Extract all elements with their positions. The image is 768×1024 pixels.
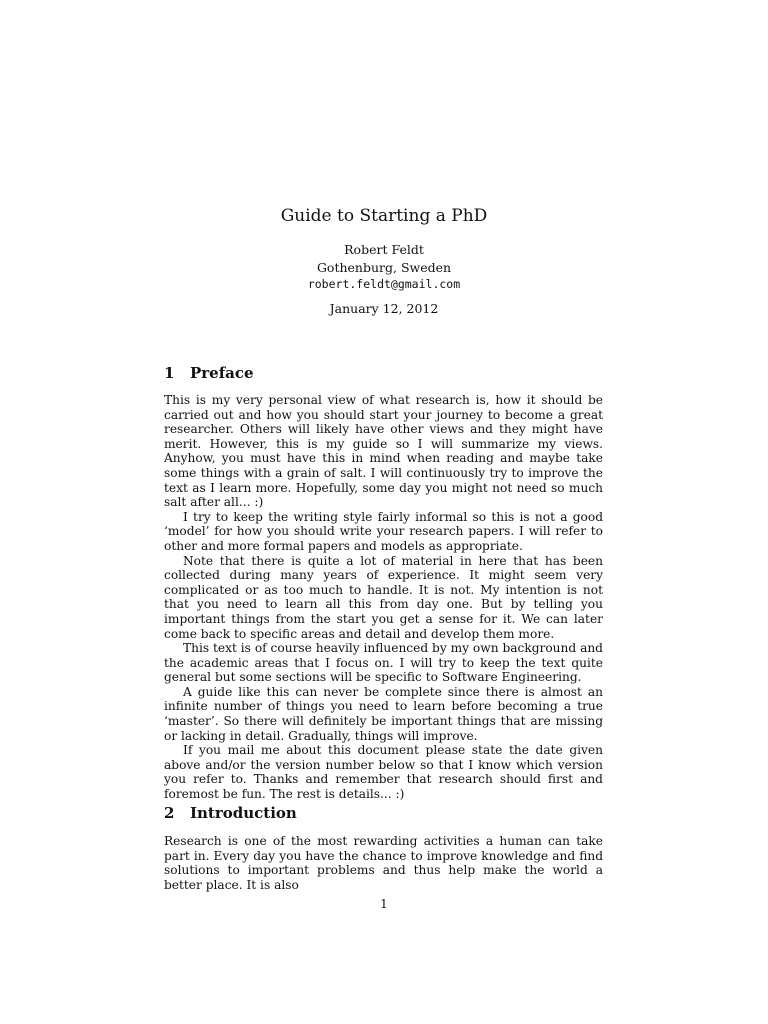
section-body-preface [164,393,603,802]
section-title: Introduction [190,804,297,822]
paragraph: This text is of course heavily influenced by my own background and the academic areas that I focus on. I will try to keep the text quite general but some sections will be specific to Software Engineering. [164,641,603,685]
paragraph: A guide like this can never be complete since there is almost an infinite number of things you need to learn before becoming a true ‘master’. So there will definitely be important things that are missing or lacking in detail. Gradually, things will improve. [164,684,603,743]
section-title: Preface [190,364,254,382]
author-block [0,241,768,294]
author-location: Gothenburg, Sweden [316,259,452,275]
document-title: Guide to Starting a PhD [280,206,488,226]
document-date: January 12, 2012 [329,301,439,316]
section-heading-preface [164,363,254,383]
section-number: 2 [164,804,175,822]
paragraph: I try to keep the writing style fairly informal so this is not a good ‘model’ for how you should write your research papers. I will refer to other and more formal papers and models as appropriate. [164,509,603,553]
paragraph: This is my very personal view of what research is, how it should be carried out and how you should start your journey to become a great researcher. Others will likely have other views and they might have merit. However, this is my guide so I will summarize my views. Anyhow, you must have this in mind when reading and maybe take some things with a grain of salt. I will continuously try to improve the text as I learn more. Hopefully, some day you might not need so much salt after all... :) [164,393,603,510]
paragraph: If you mail me about this document please state the date given above and/or the version number below so that I know which version you refer to. Thanks and remember that research should first and foremost be fun. The rest is details... :) [164,743,603,802]
author-email: robert.feldt@gmail.com [307,277,461,291]
section-number: 1 [164,364,175,382]
section-heading-introduction [164,803,297,823]
paragraph: Research is one of the most rewarding activities a human can take part in. Every day you have the chance to improve knowledge and find solutions to important problems and thus help make the world a better place. It is also [164,834,603,892]
author-name: Robert Feldt [344,242,424,257]
page-number: 1 [380,897,388,911]
paragraph: Note that there is quite a lot of material in here that has been collected during many years of experience. It might seem very complicated or as too much to handle. It is not. My intention is not that you need to learn all this from day one. But by telling you important things from the start you get a sense for it. We can later come back to specific areas and detail and develop them more. [164,553,603,641]
section-body-introduction [164,834,603,892]
